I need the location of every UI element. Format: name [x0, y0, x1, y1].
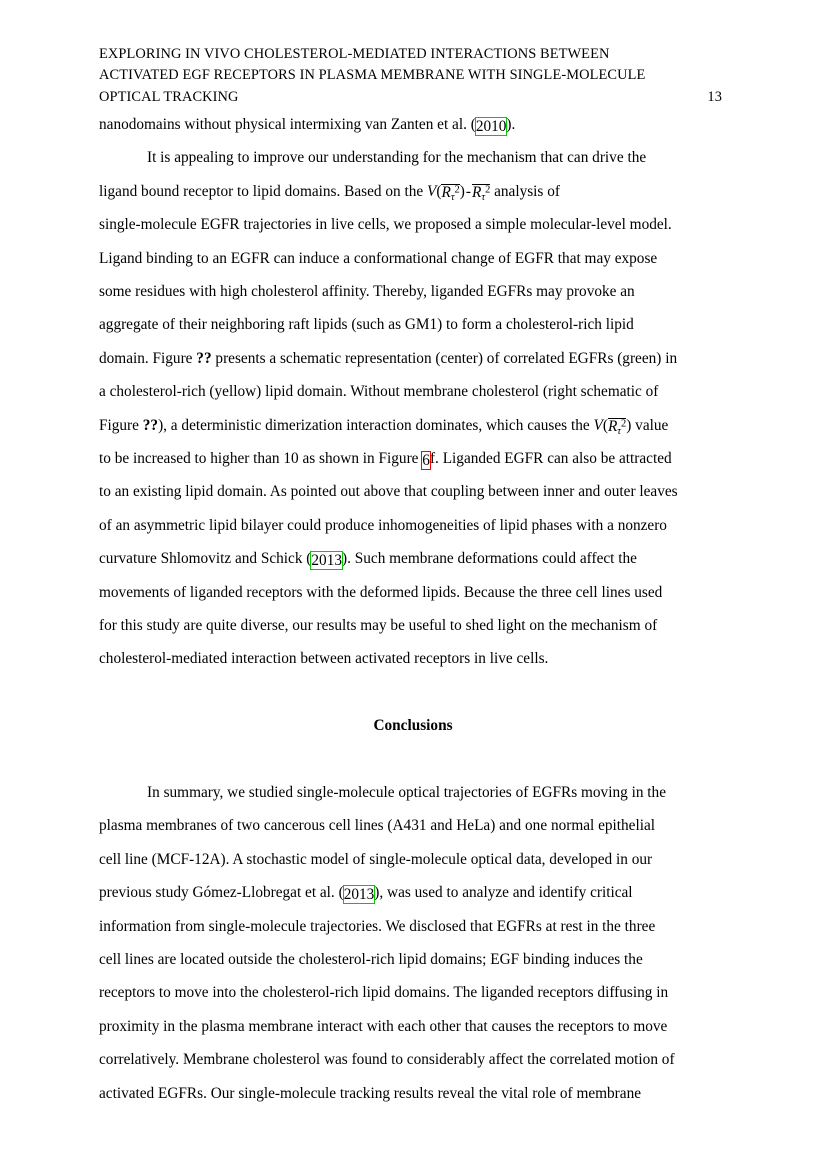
- carryover-pre-text: nanodomains without physical intermixing van Zanten et al. (: [99, 115, 476, 133]
- paragraph-2-line-8: proximity in the plasma membrane interact with each other that causes the receptors to move: [99, 1017, 668, 1035]
- paragraph-conclusions: [99, 776, 727, 1110]
- paragraph-1-line-3: single-molecule EGFR trajectories in live cells, we proposed a simple molecular-level model.: [99, 216, 672, 234]
- math-overline-2: $R_\tau^2$: [471, 183, 491, 203]
- running-header-line-2: ACTIVATED EGF RECEPTORS IN PLASMA MEMBRANE WITH SINGLE-MOLECULE: [99, 67, 646, 84]
- paragraph-discussion: [99, 141, 727, 676]
- paragraph-1-line-10: [99, 442, 727, 475]
- paragraph-1-line-10-a: to be increased to higher than 10 as shown in Figure: [99, 449, 423, 467]
- paragraph-1-line-13-b: ). Such membrane deformations could affect the: [342, 550, 637, 568]
- page-number: 13: [707, 88, 722, 105]
- paragraph-1-line-2: [99, 175, 727, 208]
- paragraph-1-line-6: aggregate of their neighboring raft lipids (such as GM1) to form a cholesterol-rich lipid: [99, 316, 634, 334]
- section-heading-conclusions: Conclusions: [373, 717, 453, 735]
- paragraph-2-line-1-text: In summary, we studied single-molecule optical trajectories of EGFRs moving in the: [147, 783, 666, 801]
- paragraph-2-line-4-b: ), was used to analyze and identify critical: [374, 884, 633, 902]
- paragraph-1-line-2-b: analysis of: [490, 182, 560, 200]
- paragraph-1-line-5: some residues with high cholesterol affinity. Thereby, liganded EGFRs may provoke an: [99, 282, 635, 300]
- carryover-paragraph: [99, 108, 727, 141]
- paragraph-1-line-16: cholesterol-mediated interaction between activated receptors in live cells.: [99, 650, 549, 668]
- paragraph-2-line-3: cell line (MCF-12A). A stochastic model of single-molecule optical data, developed in our: [99, 850, 653, 868]
- paragraph-1-line-9: [99, 409, 727, 442]
- paragraph-1-line-4: Ligand binding to an EGFR can induce a conformational change of EGFR that may expose: [99, 249, 658, 267]
- paragraph-2-line-7: receptors to move into the cholesterol-rich lipid domains. The liganded receptors diffusing in: [99, 984, 669, 1002]
- paragraph-1-line-8: a cholesterol-rich (yellow) lipid domain. Without membrane cholesterol (right schematic of: [99, 383, 659, 401]
- paragraph-1-line-2-a: ligand bound receptor to lipid domains. Based on the: [99, 182, 427, 200]
- running-header: [99, 44, 727, 108]
- math-overline-3: $R_\tau^2$: [607, 417, 627, 437]
- paragraph-1-line-13-a: curvature Shlomovitz and Schick (: [99, 550, 312, 568]
- paragraph-1-line-7-b: presents a schematic representation (center) of correlated EGFRs (green) in: [211, 349, 678, 367]
- paragraph-1-line-11: to an existing lipid domain. As pointed out above that coupling between inner and outer leaves: [99, 483, 678, 501]
- running-header-line-1: EXPLORING IN VIVO CHOLESTEROL-MEDIATED INTERACTIONS BETWEEN: [99, 46, 610, 62]
- carryover-line: [99, 108, 727, 141]
- paragraph-2-line-4: [99, 876, 727, 909]
- paragraph-1-line-7: [99, 342, 727, 375]
- paragraph-2-line-5: information from single-molecule trajectories. We disclosed that EGFRs at rest in the three: [99, 917, 656, 935]
- heading-spacer-bottom: [99, 743, 727, 776]
- paragraph-2-line-2: plasma membranes of two cancerous cell lines (A431 and HeLa) and one normal epithelial: [99, 817, 656, 835]
- paragraph-1-line-14: movements of liganded receptors with the deformed lipids. Because the three cell lines used: [99, 583, 663, 601]
- running-header-line-3: OPTICAL TRACKING: [99, 88, 239, 105]
- paragraph-1-line-9-b: ), a deterministic dimerization interaction dominates, which causes the: [158, 416, 594, 434]
- paragraph-2-line-9: correlatively. Membrane cholesterol was found to considerably affect the correlated motion of: [99, 1051, 675, 1069]
- math-variance-msd: $V(R_\tau^2)$: [593, 416, 632, 437]
- paragraph-1-line-12: of an asymmetric lipid bilayer could produce inhomogeneities of lipid phases with a nonzero: [99, 516, 667, 534]
- paragraph-2-line-6: cell lines are located outside the cholesterol-rich lipid domains; EGF binding induces the: [99, 951, 643, 969]
- unresolved-reference-marker-1: ??: [196, 349, 212, 367]
- paragraph-1-line-1: [99, 141, 727, 174]
- figure-reference-link-6[interactable]: 6: [422, 451, 430, 469]
- carryover-post-text: ).: [506, 115, 516, 133]
- unresolved-reference-marker-2: ??: [142, 416, 159, 434]
- math-variance-minus-msd: $V(R_\tau^2)-R_\tau^2$: [426, 182, 491, 203]
- paragraph-2-line-1: [99, 776, 727, 809]
- math-overline-1: $R_\tau^2$: [441, 183, 460, 203]
- paragraph-1-line-1-text: It is appealing to improve our understanding for the mechanism that can drive the: [147, 149, 647, 167]
- paragraph-2-line-4-a: previous study Gómez-Llobregat et al. (: [99, 884, 344, 902]
- math-V-symbol: V: [426, 182, 437, 200]
- paragraph-2-line-10: activated EGFRs. Our single-molecule tracking results reveal the vital role of membrane: [99, 1084, 642, 1102]
- citation-link-shlomovitz-schick-2013[interactable]: 2013: [311, 552, 342, 570]
- page-content: [99, 44, 727, 1110]
- citation-link-gomez-llobregat-2013[interactable]: 2013: [343, 886, 375, 904]
- running-header-line-3-row: [99, 87, 727, 108]
- paragraph-1-line-9-a: Figure: [99, 416, 143, 434]
- paragraph-1-line-10-b: f. Liganded EGFR can also be attracted: [429, 449, 672, 467]
- paragraph-1-line-9-c: value: [631, 416, 669, 434]
- paragraph-1-line-15: for this study are quite diverse, our results may be useful to shed light on the mechanism of: [99, 616, 658, 634]
- citation-link-van-zanten-2010[interactable]: 2010: [475, 117, 507, 135]
- paragraph-1-line-7-a: domain. Figure: [99, 349, 197, 367]
- paragraph-1-line-13: [99, 542, 727, 575]
- heading-spacer-top: [99, 676, 727, 709]
